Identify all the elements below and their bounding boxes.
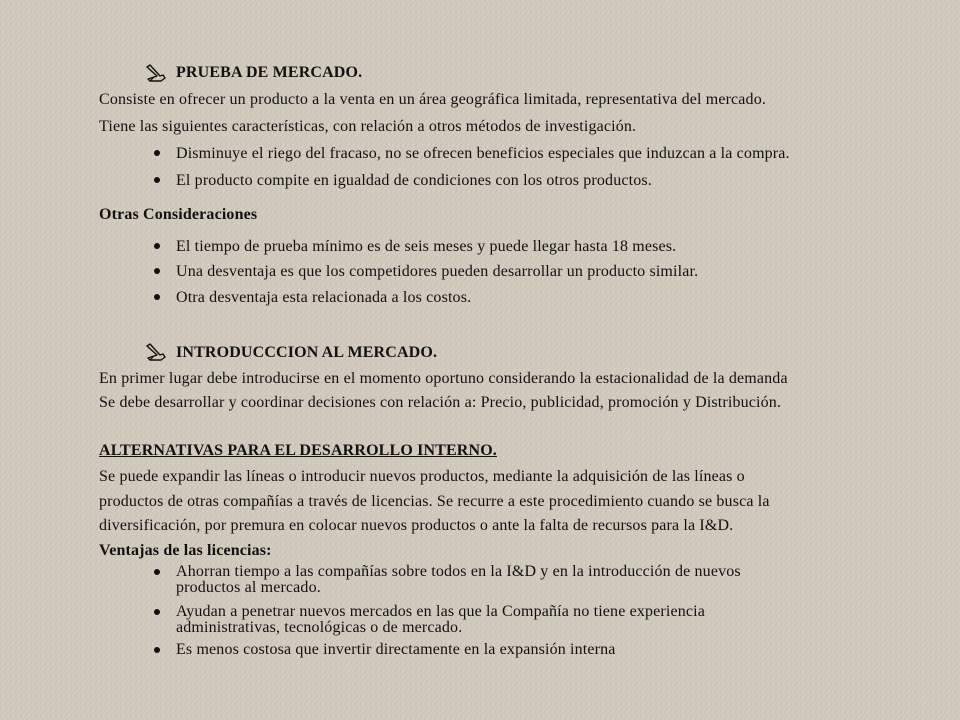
section1-subheading: Otras Consideraciones xyxy=(99,206,258,223)
bullet-dot xyxy=(154,569,160,575)
bullet-dot xyxy=(154,268,160,274)
section2-heading: INTRODUCCCION AL MERCADO. xyxy=(176,344,438,361)
license-advantage-1 xyxy=(176,564,741,596)
bullet-dot xyxy=(154,150,160,156)
section1-bullet-1: Disminuye el riego del fracaso, no se ofrecen beneficios especiales que induzcan a la compra. xyxy=(176,145,790,162)
section1-consideration-3: Otra desventaja esta relacionada a los costos. xyxy=(176,289,472,306)
license-advantage-2-line-1: Ayudan a penetrar nuevos mercados en las que la Compañía no tiene experiencia xyxy=(176,603,705,620)
license-advantage-2-line-2: administrativas, tecnológicas o de mercado. xyxy=(176,619,463,636)
bullet-dot xyxy=(154,177,160,183)
section1-paragraph-1: Consiste en ofrecer un producto a la venta en un área geográfica limitada, representativa del mercado. xyxy=(99,91,767,108)
writing-hand-icon xyxy=(145,64,167,82)
license-advantage-1-line-2: productos al mercado. xyxy=(176,579,321,596)
bullet-dot xyxy=(154,294,160,300)
section2-paragraph-2: Se debe desarrollar y coordinar decisiones con relación a: Precio, publicidad, promoción y Distribución. xyxy=(99,394,782,411)
bullet-dot xyxy=(154,647,160,653)
license-advantage-3: Es menos costosa que invertir directamente en la expansión interna xyxy=(176,641,616,658)
section2-paragraph-1: En primer lugar debe introducirse en el momento oportuno considerando la estacionalidad de la demanda xyxy=(99,370,788,387)
section1-paragraph-2: Tiene las siguientes características, con relación a otros métodos de investigación. xyxy=(99,118,637,135)
section1-heading: PRUEBA DE MERCADO. xyxy=(176,64,363,81)
bullet-dot xyxy=(154,243,160,249)
section3-subheading: Ventajas de las licencias: xyxy=(99,542,272,559)
writing-hand-icon xyxy=(145,343,167,361)
license-advantage-2 xyxy=(176,604,705,636)
license-advantage-1-line-1: Ahorran tiempo a las compañías sobre todos en la I&D y en la introducción de nuevos xyxy=(176,563,741,580)
section1-consideration-1: El tiempo de prueba mínimo es de seis meses y puede llegar hasta 18 meses. xyxy=(176,238,677,255)
section1-bullet-2: El producto compite en igualdad de condiciones con los otros productos. xyxy=(176,172,652,189)
section1-consideration-2: Una desventaja es que los competidores pueden desarrollar un producto similar. xyxy=(176,263,699,280)
section3-heading: ALTERNATIVAS PARA EL DESARROLLO INTERNO. xyxy=(99,442,497,459)
section3-line-3: diversificación, por premura en colocar nuevos productos o ante la falta de recursos para la I&D. xyxy=(99,517,734,534)
section3-line-2: productos de otras compañías a través de licencias. Se recurre a este procedimiento cuando se busca la xyxy=(99,493,770,510)
section3-line-1: Se puede expandir las líneas o introducir nuevos productos, mediante la adquisición de las líneas o xyxy=(99,468,745,485)
bullet-dot xyxy=(154,609,160,615)
